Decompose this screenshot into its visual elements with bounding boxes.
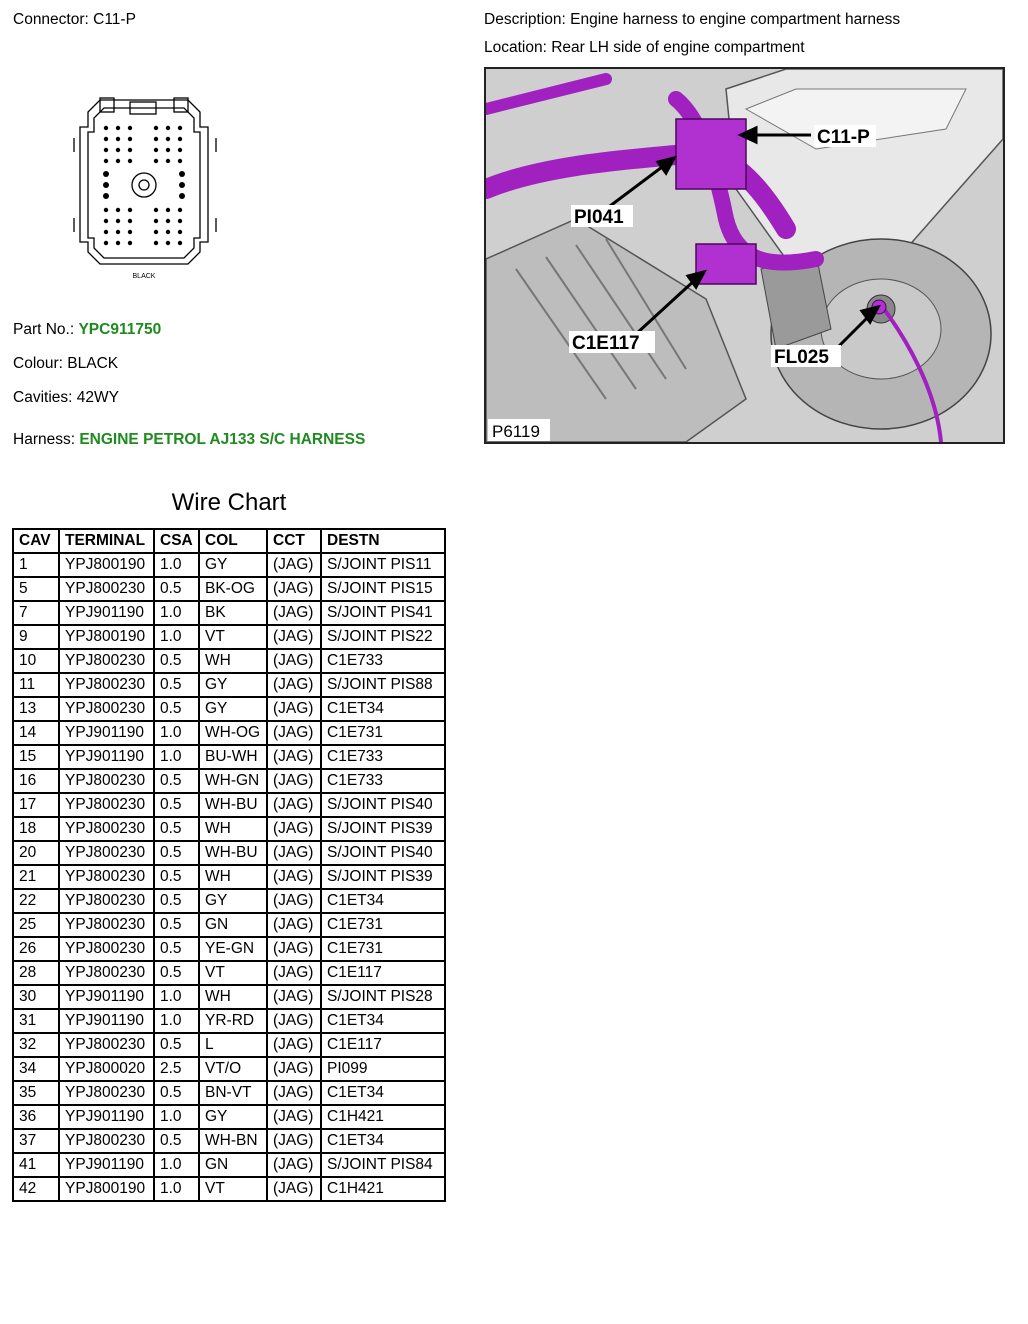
callout-c1e117: C1E117 [572,333,640,354]
table-cell: GY [199,553,267,577]
table-cell: WH [199,817,267,841]
part-number: Part No.: YPC911750 [13,321,162,338]
table-cell: GY [199,673,267,697]
table-row [13,601,445,625]
table-cell: (JAG) [267,961,321,985]
table-cell: YPJ800020 [59,1057,154,1081]
table-cell: YPJ901190 [59,985,154,1009]
connector-id: Connector: C11-P [13,11,136,28]
connector-pin [178,126,182,130]
connector-pin [166,137,170,141]
table-cell: (JAG) [267,1057,321,1081]
connector-pin [103,182,109,188]
table-cell: S/JOINT PIS41 [321,601,445,625]
table-row [13,1177,445,1201]
table-cell: YPJ800230 [59,697,154,721]
table-cell: (JAG) [267,1129,321,1153]
connector-pin [166,241,170,245]
table-row [13,577,445,601]
table-cell: 1.0 [154,1009,199,1033]
connector-pin [104,208,108,212]
table-cell: 1.0 [154,745,199,769]
table-cell: 31 [13,1009,59,1033]
connector-pin [154,148,158,152]
table-cell: YPJ800230 [59,865,154,889]
table-cell: 37 [13,1129,59,1153]
column-header: COL [199,529,267,553]
table-cell: 13 [13,697,59,721]
table-cell: 0.5 [154,649,199,673]
table-cell: 0.5 [154,937,199,961]
connector-pin [128,230,132,234]
table-cell: 21 [13,865,59,889]
table-cell: VT/O [199,1057,267,1081]
table-cell: YPJ901190 [59,745,154,769]
connector-pin [116,219,120,223]
table-cell: (JAG) [267,1153,321,1177]
column-header: TERMINAL [59,529,154,553]
table-cell: GN [199,913,267,937]
table-cell: BU-WH [199,745,267,769]
table-cell: 32 [13,1033,59,1057]
table-cell: 2.5 [154,1057,199,1081]
table-cell: WH-BU [199,793,267,817]
table-row [13,1153,445,1177]
table-row [13,889,445,913]
connector-pin [179,182,185,188]
table-cell: YPJ800230 [59,673,154,697]
table-cell: GY [199,889,267,913]
wire-chart-title: Wire Chart [171,489,287,516]
table-cell: S/JOINT PIS40 [321,793,445,817]
table-cell: YR-RD [199,1009,267,1033]
connector-pin [128,159,132,163]
connector-pin [154,159,158,163]
connector-pin [154,230,158,234]
connector-pin [166,219,170,223]
table-cell: (JAG) [267,817,321,841]
table-cell: YPJ800190 [59,1177,154,1201]
connector-pin [104,126,108,130]
connector-pin [128,219,132,223]
table-cell: S/JOINT PIS22 [321,625,445,649]
table-cell: 14 [13,721,59,745]
connector-pin [116,126,120,130]
table-cell: YPJ800230 [59,1033,154,1057]
table-cell: 9 [13,625,59,649]
table-cell: C1E731 [321,937,445,961]
table-cell: YPJ800230 [59,649,154,673]
table-cell: 15 [13,745,59,769]
wire-chart-body [13,553,445,1201]
connector-pin [178,148,182,152]
table-cell: 0.5 [154,1129,199,1153]
table-cell: 28 [13,961,59,985]
table-cell: (JAG) [267,649,321,673]
connector-pin [104,219,108,223]
colour: Colour: BLACK [13,355,119,372]
table-cell: WH [199,985,267,1009]
table-cell: 0.5 [154,913,199,937]
table-cell: YPJ800230 [59,889,154,913]
column-header: CSA [154,529,199,553]
table-cell: GY [199,1105,267,1129]
table-cell: 0.5 [154,865,199,889]
table-cell: VT [199,961,267,985]
table-cell: (JAG) [267,553,321,577]
callout-fl025: FL025 [774,347,829,368]
table-cell: S/JOINT PIS15 [321,577,445,601]
table-cell: S/JOINT PIS11 [321,553,445,577]
table-cell: 26 [13,937,59,961]
connector-pin [116,241,120,245]
table-cell: (JAG) [267,769,321,793]
table-cell: 1.0 [154,1177,199,1201]
table-cell: C1ET34 [321,1081,445,1105]
table-cell: C1ET34 [321,1129,445,1153]
table-cell: WH-BU [199,841,267,865]
table-cell: (JAG) [267,1105,321,1129]
table-cell: YPJ800230 [59,769,154,793]
table-cell: YPJ800230 [59,841,154,865]
table-cell: (JAG) [267,937,321,961]
table-cell: 17 [13,793,59,817]
table-row [13,745,445,769]
table-row [13,937,445,961]
table-cell: 1.0 [154,553,199,577]
table-cell: (JAG) [267,1081,321,1105]
table-cell: PI099 [321,1057,445,1081]
table-cell: WH [199,649,267,673]
table-cell: YE-GN [199,937,267,961]
table-cell: YPJ800230 [59,817,154,841]
table-cell: 0.5 [154,673,199,697]
table-cell: BN-VT [199,1081,267,1105]
table-cell: (JAG) [267,577,321,601]
table-cell: (JAG) [267,841,321,865]
table-row [13,865,445,889]
table-cell: WH-BN [199,1129,267,1153]
table-row [13,913,445,937]
table-cell: C1ET34 [321,889,445,913]
connector-pin [178,241,182,245]
table-cell: 1.0 [154,985,199,1009]
table-row [13,961,445,985]
table-cell: C1E733 [321,649,445,673]
connector-pin [116,137,120,141]
table-cell: YPJ901190 [59,721,154,745]
table-cell: 20 [13,841,59,865]
table-cell: WH [199,865,267,889]
table-cell: WH-GN [199,769,267,793]
cavities: Cavities: 42WY [13,389,119,406]
table-cell: (JAG) [267,1009,321,1033]
connector-pin [154,241,158,245]
table-cell: C1E733 [321,769,445,793]
table-cell: 0.5 [154,817,199,841]
table-cell: (JAG) [267,889,321,913]
table-cell: 0.5 [154,1033,199,1057]
table-cell: C1E117 [321,1033,445,1057]
table-cell: YPJ800230 [59,1129,154,1153]
connector-pin [178,219,182,223]
table-cell: YPJ800230 [59,937,154,961]
connector-pin [104,230,108,234]
table-row [13,625,445,649]
location: Location: Rear LH side of engine compartment [484,39,805,56]
table-cell: 0.5 [154,793,199,817]
callout-c11p: C11-P [817,127,870,148]
table-cell: VT [199,625,267,649]
table-row [13,697,445,721]
table-cell: YPJ901190 [59,601,154,625]
table-cell: C1ET34 [321,1009,445,1033]
table-row [13,817,445,841]
table-cell: 0.5 [154,961,199,985]
table-cell: L [199,1033,267,1057]
connector-pin [116,148,120,152]
connector-face-drawing [70,92,220,280]
connector-pin [179,171,185,177]
table-cell: (JAG) [267,865,321,889]
table-cell: 1.0 [154,625,199,649]
connector-pin [166,126,170,130]
connector-pin [104,241,108,245]
table-row [13,793,445,817]
table-row [13,769,445,793]
connector-pin [128,126,132,130]
table-cell: YPJ800230 [59,1081,154,1105]
table-cell: 41 [13,1153,59,1177]
callout-pi041: PI041 [574,207,624,228]
table-cell: 11 [13,673,59,697]
connector-caption: BLACK [132,273,156,280]
connector-pin [103,171,109,177]
connector-pin [128,241,132,245]
table-cell: (JAG) [267,793,321,817]
table-cell: GN [199,1153,267,1177]
table-row [13,1009,445,1033]
table-cell: C1E733 [321,745,445,769]
location-photo [484,67,1005,444]
harness: Harness: ENGINE PETROL AJ133 S/C HARNESS [13,431,366,448]
table-cell: (JAG) [267,673,321,697]
table-row [13,841,445,865]
table-row [13,673,445,697]
table-cell: S/JOINT PIS39 [321,817,445,841]
table-cell: 35 [13,1081,59,1105]
table-row [13,721,445,745]
table-cell: 22 [13,889,59,913]
connector-pin [166,159,170,163]
connector-pin [166,230,170,234]
table-cell: (JAG) [267,985,321,1009]
table-row [13,1033,445,1057]
table-cell: 0.5 [154,577,199,601]
wire-chart-header [13,529,445,553]
connector-pin [166,208,170,212]
table-cell: C1ET34 [321,697,445,721]
table-cell: S/JOINT PIS28 [321,985,445,1009]
table-cell: VT [199,1177,267,1201]
table-cell: S/JOINT PIS88 [321,673,445,697]
connector-pin [116,230,120,234]
connector-pin [178,230,182,234]
table-cell: C1H421 [321,1177,445,1201]
connector-pin [178,208,182,212]
table-cell: BK [199,601,267,625]
table-cell: (JAG) [267,697,321,721]
connector-pin [154,208,158,212]
table-cell: 16 [13,769,59,793]
table-cell: 1.0 [154,601,199,625]
table-cell: (JAG) [267,721,321,745]
table-cell: C1H421 [321,1105,445,1129]
table-cell: 18 [13,817,59,841]
connector-pins [103,126,185,245]
table-cell: S/JOINT PIS39 [321,865,445,889]
table-cell: (JAG) [267,1177,321,1201]
table-cell: YPJ901190 [59,1105,154,1129]
description: Description: Engine harness to engine compartment harness [484,11,901,28]
table-cell: (JAG) [267,1033,321,1057]
table-cell: 5 [13,577,59,601]
column-header: CAV [13,529,59,553]
table-cell: YPJ800230 [59,913,154,937]
table-cell: 0.5 [154,1081,199,1105]
connector-pin [128,137,132,141]
table-cell: 1.0 [154,1153,199,1177]
connector-pin [128,148,132,152]
table-cell: 7 [13,601,59,625]
table-cell: 0.5 [154,889,199,913]
table-row [13,1105,445,1129]
table-cell: (JAG) [267,625,321,649]
photo-reference: P6119 [492,422,540,441]
table-cell: YPJ800230 [59,793,154,817]
table-cell: 0.5 [154,697,199,721]
connector-pin [154,137,158,141]
table-cell: 25 [13,913,59,937]
table-row [13,553,445,577]
connector-pin [179,193,185,199]
table-cell: S/JOINT PIS84 [321,1153,445,1177]
table-cell: 34 [13,1057,59,1081]
table-row [13,649,445,673]
table-cell: C1E731 [321,721,445,745]
table-cell: 1 [13,553,59,577]
connector-pin [178,137,182,141]
table-cell: 10 [13,649,59,673]
table-cell: 42 [13,1177,59,1201]
table-cell: C1E117 [321,961,445,985]
table-row [13,1129,445,1153]
table-cell: BK-OG [199,577,267,601]
table-cell: 0.5 [154,769,199,793]
table-cell: YPJ901190 [59,1153,154,1177]
table-row [13,1081,445,1105]
wire-chart-table [12,528,446,1202]
connector-pin [104,148,108,152]
table-cell: YPJ901190 [59,1009,154,1033]
table-cell: 0.5 [154,841,199,865]
column-header: CCT [267,529,321,553]
engine-bay-illustration [486,69,1003,442]
table-cell: 36 [13,1105,59,1129]
column-header: DESTN [321,529,445,553]
connector-pin [103,193,109,199]
connector-pin [154,126,158,130]
connector-pin [166,148,170,152]
table-row [13,985,445,1009]
table-row [13,1057,445,1081]
table-cell: (JAG) [267,601,321,625]
table-cell: YPJ800190 [59,625,154,649]
table-cell: GY [199,697,267,721]
connector-pin [178,159,182,163]
connector-pin [104,137,108,141]
table-cell: YPJ800230 [59,961,154,985]
table-cell: C1E731 [321,913,445,937]
connector-pin [154,219,158,223]
table-cell: 30 [13,985,59,1009]
connector-pin [128,208,132,212]
table-cell: 1.0 [154,1105,199,1129]
connector-pin [116,208,120,212]
table-cell: (JAG) [267,745,321,769]
table-cell: YPJ800190 [59,553,154,577]
table-cell: (JAG) [267,913,321,937]
table-cell: YPJ800230 [59,577,154,601]
connector-pin [116,159,120,163]
table-cell: WH-OG [199,721,267,745]
table-cell: 1.0 [154,721,199,745]
table-cell: S/JOINT PIS40 [321,841,445,865]
connector-pin [104,159,108,163]
